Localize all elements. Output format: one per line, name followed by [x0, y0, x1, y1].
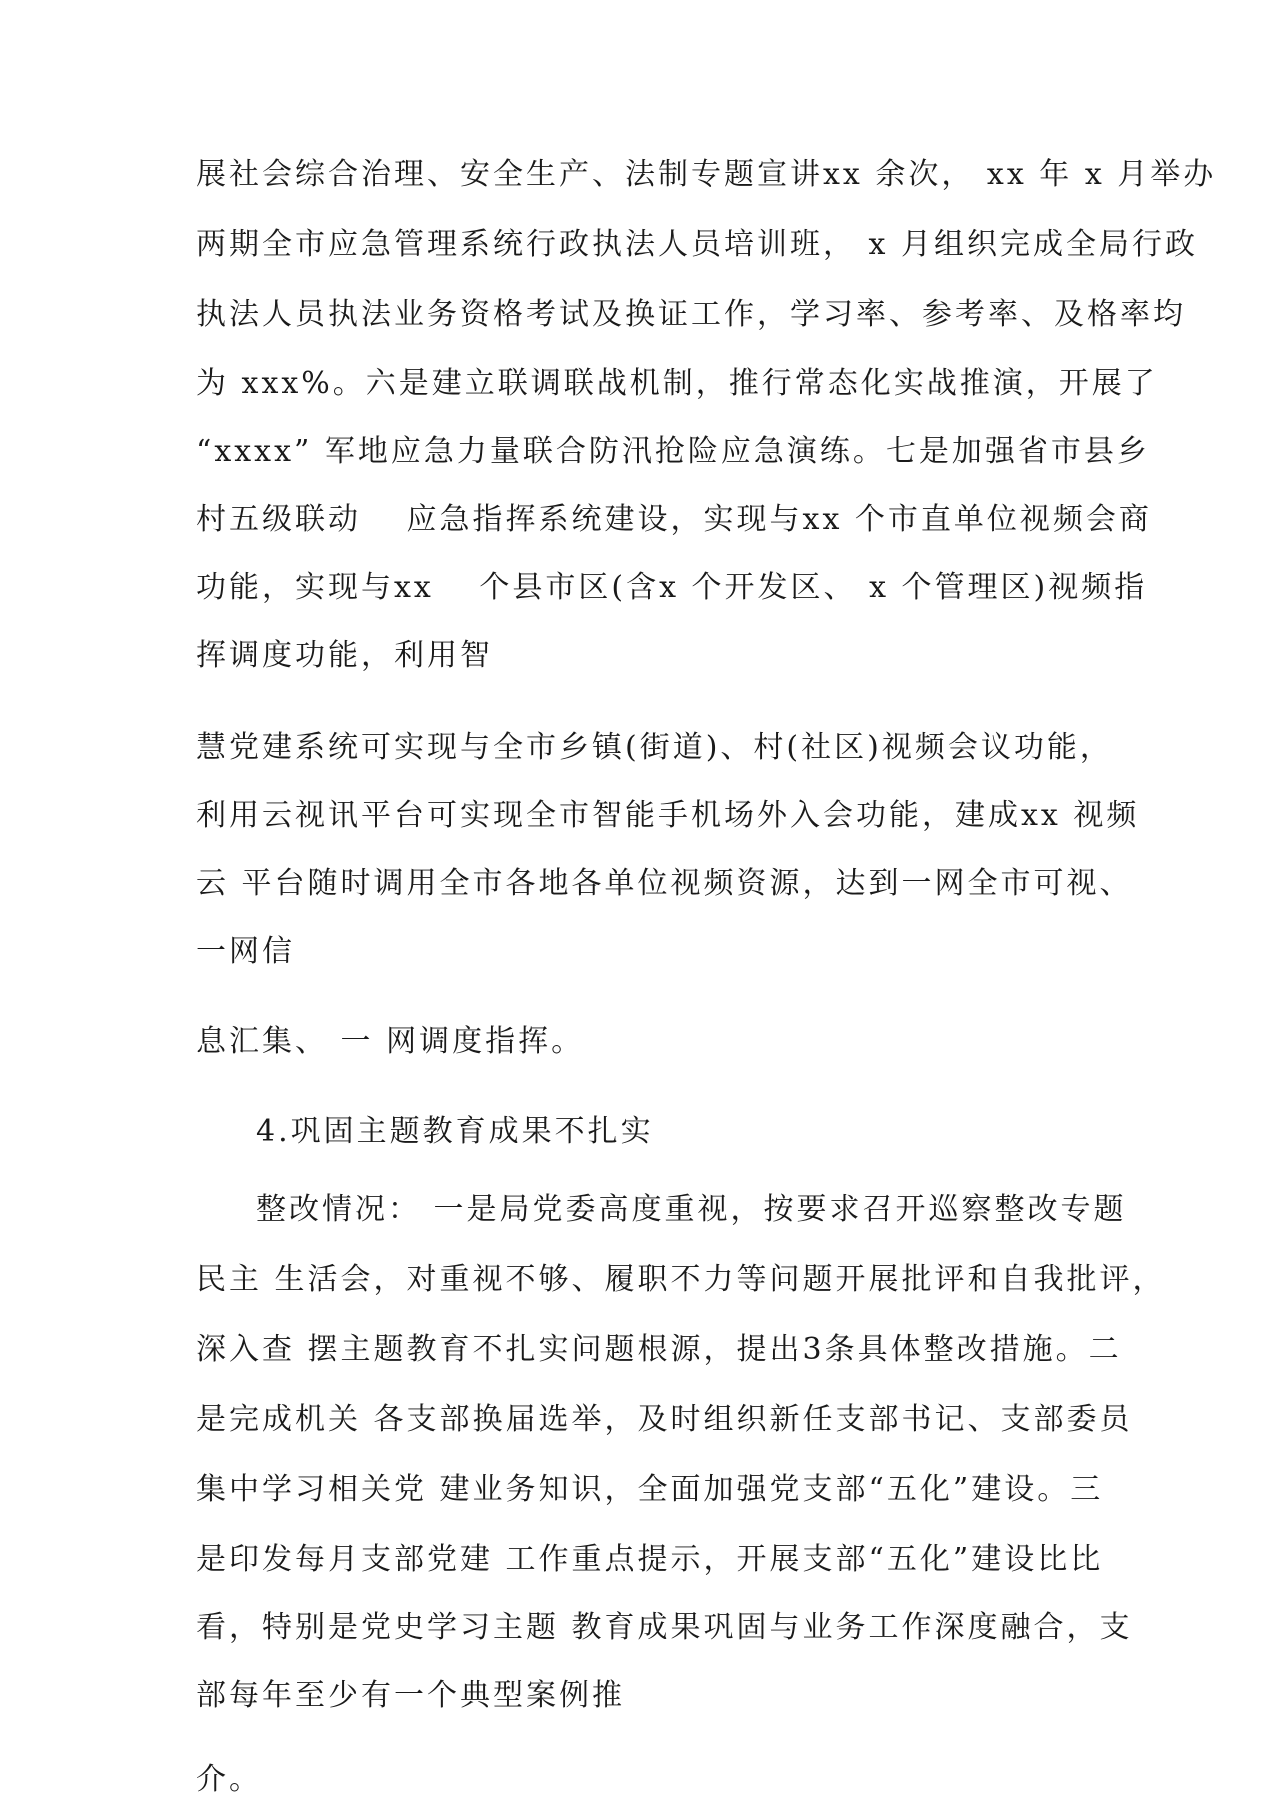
text-line: 民主 生活会，对重视不够、履职不力等问题开展批评和自我批评， [196, 1262, 1166, 1297]
text-line: 功能，实现与xx 个县市区(含x 个开发区、 x 个管理区)视频指 [196, 570, 1148, 605]
text-line: 云 平台随时调用全市各地各单位视频资源，达到一网全市可视、 [196, 866, 1133, 901]
text-line: 执法人员执法业务资格考试及换证工作，学习率、参考率、及格率均 [196, 297, 1186, 332]
text-line: 利用云视讯平台可实现全市智能手机场外入会功能，建成xx 视频 [196, 798, 1140, 833]
section-heading: 4.巩固主题教育成果不扎实 [256, 1114, 654, 1149]
text-line: 一网信 [196, 934, 295, 969]
text-line: 为 xxx%。六是建立联调联战机制，推行常态化实战推演，开展了 [196, 366, 1158, 401]
text-line: 整改情况： 一是局党委高度重视，按要求召开巡察整改专题 [256, 1192, 1127, 1227]
text-line: 息汇集、 一 网调度指挥。 [196, 1024, 585, 1059]
text-line: 是印发每月支部党建 工作重点提示，开展支部“五化”建设比比 [196, 1542, 1104, 1577]
text-line: “xxxx” 军地应急力量联合防汛抢险应急演练。七是加强省市县乡 [196, 434, 1150, 469]
text-line: 慧党建系统可实现与全市乡镇(街道)、村(社区)视频会议功能， [196, 730, 1113, 765]
text-line: 介。 [196, 1762, 262, 1797]
text-line: 是完成机关 各支部换届选举，及时组织新任支部书记、支部委员 [196, 1402, 1133, 1437]
text-line: 集中学习相关党 建业务知识，全面加强党支部“五化”建设。三 [196, 1472, 1104, 1507]
text-line: 两期全市应急管理系统行政执法人员培训班， x 月组织完成全局行政 [196, 227, 1198, 262]
text-line: 部每年至少有一个典型案例推 [196, 1678, 625, 1713]
text-line: 深入查 摆主题教育不扎实问题根源，提出3条具体整改措施。二 [196, 1332, 1122, 1367]
text-line: 看，特别是党史学习主题 教育成果巩固与业务工作深度融合，支 [196, 1610, 1133, 1645]
text-line: 展社会综合治理、安全生产、法制专题宣讲xx 余次， xx 年 x 月举办 [196, 157, 1217, 192]
text-line: 村五级联动 应急指挥系统建设，实现与xx 个市直单位视频会商 [196, 502, 1152, 537]
text-line: 挥调度功能，利用智 [196, 638, 493, 673]
